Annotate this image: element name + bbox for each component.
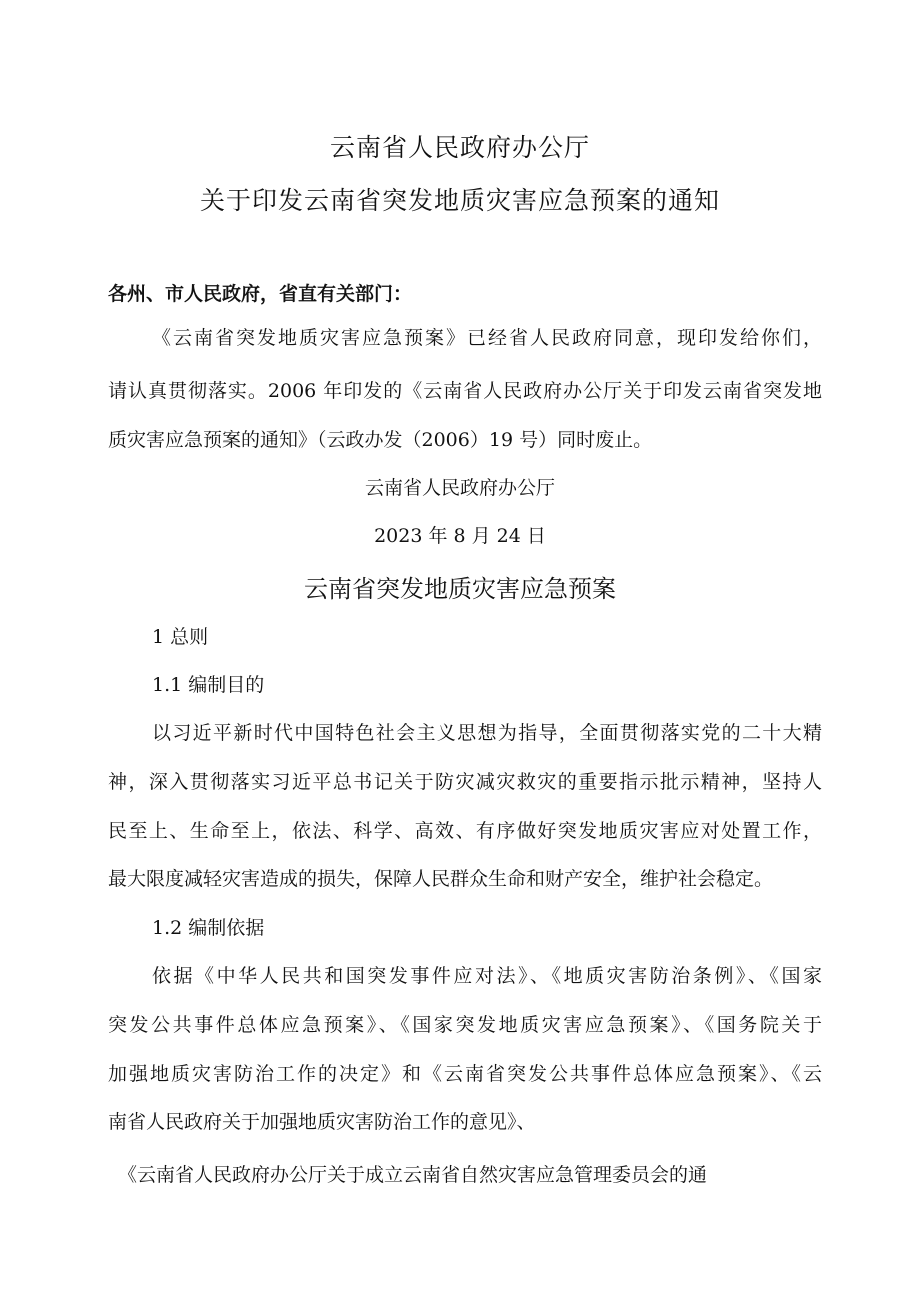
notice-body-line: 请认真贯彻落实。2006 年印发的《云南省人民政府办公厅关于印发云南省突发地 [108,380,822,402]
paragraph-line: 神，深入贯彻落实习近平总书记关于防灾减灾救灾的重要指示批示精神，坚持人 [108,771,822,793]
paragraph-line: 加强地质灾害防治工作的决定》和《云南省突发公共事件总体应急预案》、《云 [108,1063,822,1085]
issue-date: 2023 年 8 月 24 日 [374,525,546,547]
document-title-line2: 关于印发云南省突发地质灾害应急预案的通知 [199,186,720,215]
document-title-line1: 云南省人民政府办公厅 [329,133,590,162]
paragraph-line: 民至上、生命至上，依法、科学、高效、有序做好突发地质灾害应对处置工作， [108,820,822,842]
paragraph-line: 依据《中华人民共和国突发事件应对法》、《地质灾害防治条例》、《国家 [152,965,822,987]
plan-title: 云南省突发地质灾害应急预案 [304,575,616,603]
paragraph-line: 突发公共事件总体应急预案》、《国家突发地质灾害应急预案》、《国务院关于 [108,1014,822,1036]
issuer: 云南省人民政府办公厅 [364,477,555,499]
section-heading: 1 总则 [152,626,209,648]
addressee: 各州、市人民政府，省直有关部门： [108,283,413,305]
notice-body-line: 质灾害应急预案的通知》（云政办发（2006）19 号）同时废止。 [108,429,653,451]
subsection-heading: 1.2 编制依据 [152,917,265,939]
paragraph-line: 以习近平新时代中国特色社会主义思想为指导，全面贯彻落实党的二十大精 [152,722,822,744]
paragraph-line: 最大限度减轻灾害造成的损失，保障人民群众生命和财产安全，维护社会稳定。 [108,868,774,890]
paragraph-line: 南省人民政府关于加强地质灾害防治工作的意见》、 [108,1111,536,1133]
subsection-heading: 1.1 编制目的 [152,674,265,696]
notice-body-line: 《云南省突发地质灾害应急预案》已经省人民政府同意，现印发给你们， [152,327,822,349]
paragraph-line: 《云南省人民政府办公厅关于成立云南省自然灾害应急管理委员会的通 [118,1164,708,1186]
